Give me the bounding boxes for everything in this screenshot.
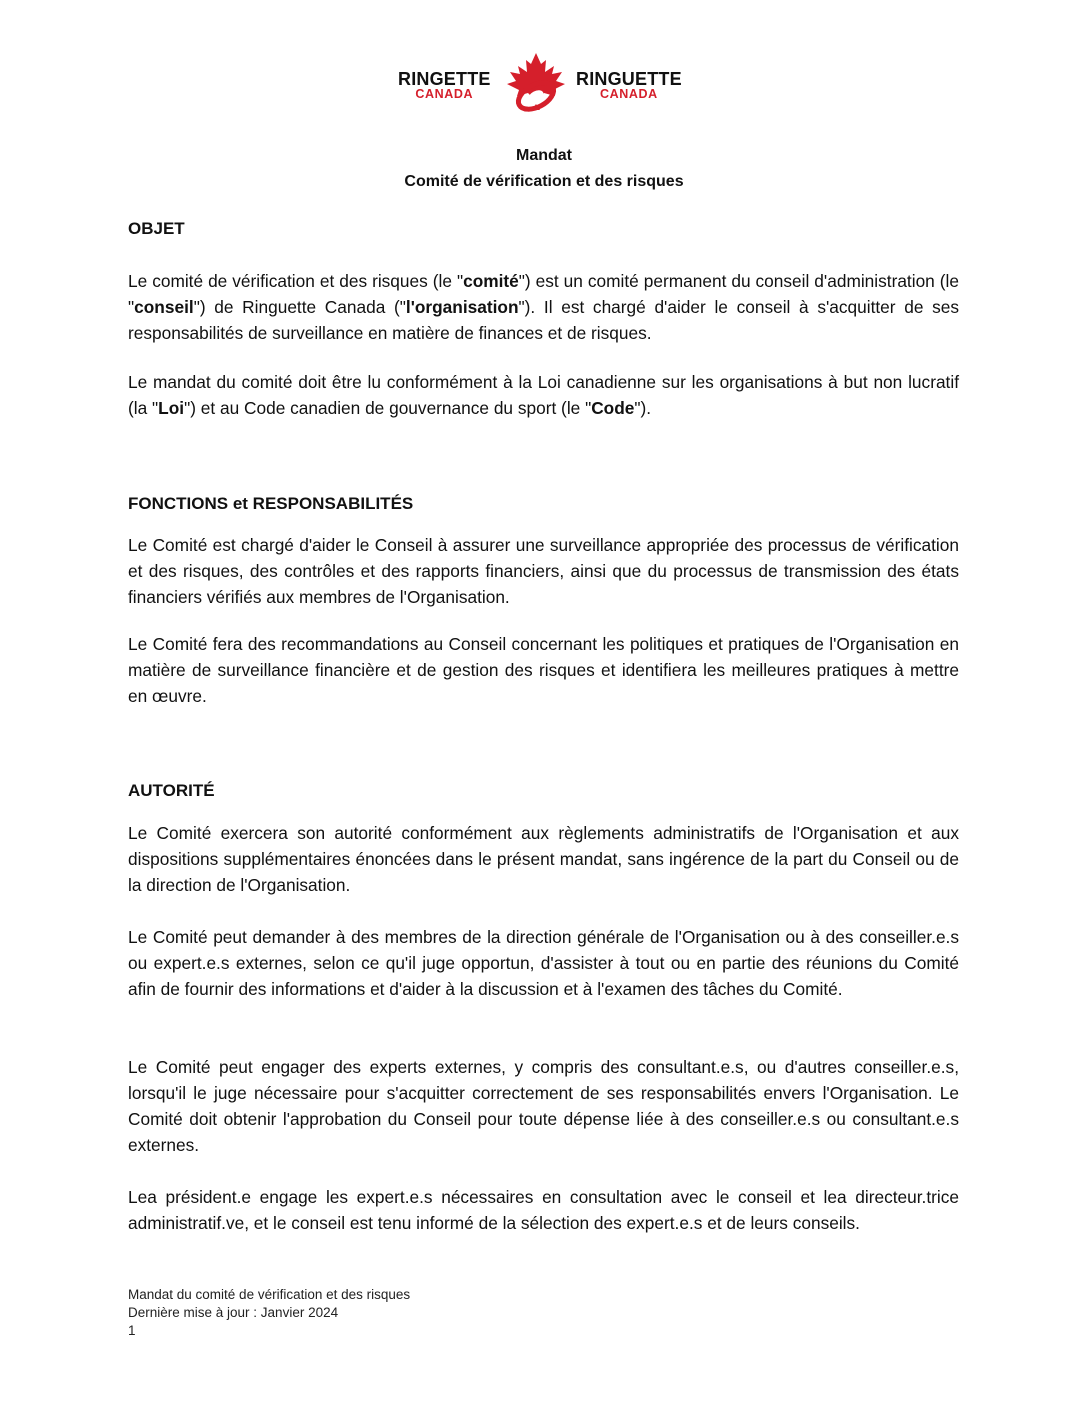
maple-leaf-ring-icon [502, 52, 570, 114]
heading-autorite: AUTORITÉ [128, 781, 215, 800]
heading-fonctions: FONCTIONS et RESPONSABILITÉS [128, 494, 414, 513]
logo-right-sub: CANADA [600, 87, 658, 101]
autorite-paragraph-2: Le Comité peut demander à des membres de la direction générale de l'Organisation ou à des conseiller.e.s ou expert.e.s externes, selon ce qu'il juge opportun, d'assister à tout ou en partie des réunions du Comité afin de fournir des informations et d'aider à la discussion et à l'examen des tâches du Comité. [128, 927, 959, 1000]
document-subtitle: Comité de vérification et des risques [404, 173, 684, 190]
logo-right-word: RINGUETTE [576, 69, 682, 89]
footer-document-name: Mandat du comité de vérification et des risques [128, 1287, 411, 1302]
logo-left-word: RINGETTE [398, 69, 491, 89]
fonctions-paragraph-2: Le Comité fera des recommandations au Conseil concernant les politiques et pratiques de l'Organisation en matière de surveillance financière et de gestion des risques et identifiera les meilleures pratiques à mettre en œuvre. [128, 634, 959, 707]
fonctions-paragraph-1: Le Comité est chargé d'aider le Conseil à assurer une surveillance appropriée des processus de vérification et des risques, des contrôles et des rapports financiers, ainsi que du processus de transmission des états financiers vérifiés aux membres de l'Organisation. [128, 535, 959, 608]
autorite-paragraph-4: Lea président.e engage les expert.e.s nécessaires en consultation avec le conseil et lea directeur.trice administratif.ve, et le conseil est tenu informé de la sélection des expert.e.s et de leurs conseils. [128, 1187, 959, 1234]
autorite-paragraph-1: Le Comité exercera son autorité conformément aux règlements administratifs de l'Organisation et aux dispositions supplémentaires énoncées dans le présent mandat, sans ingérence de la part du Conseil ou de la direction de l'Organisation. [128, 823, 959, 896]
logo-french-text [576, 70, 682, 101]
objet-paragraph-2: Le mandat du comité doit être lu conformément à la Loi canadienne sur les organisations à but non lucratif (la "Loi") et au Code canadien de gouvernance du sport (le "Code"). [128, 372, 959, 419]
ringette-canada-logo [380, 52, 710, 112]
logo-left-sub: CANADA [415, 87, 474, 101]
logo-english-text [398, 70, 491, 101]
objet-paragraph-1: Le comité de vérification et des risques (le "comité") est un comité permanent du conseil d'administration (le "conseil") de Ringuette Canada ("l'organisation"). Il est chargé d'aider le conseil à s'acquitter de ses responsabilités de surveillance en matière de finances et de risques. [128, 271, 960, 344]
autorite-paragraph-3: Le Comité peut engager des experts externes, y compris des consultant.e.s, ou d'autres conseiller.e.s, lorsqu'il le juge nécessaire pour s'acquitter correctement de ses responsabilités envers l'Organisation. Le Comité doit obtenir l'approbation du Conseil pour toute dépense liée à des conseiller.e.s ou consultant.e.s externes. [128, 1057, 959, 1156]
footer-page-number: 1 [128, 1323, 136, 1338]
heading-objet: OBJET [128, 219, 185, 238]
document-title: Mandat [516, 147, 572, 164]
footer-last-updated: Dernière mise à jour : Janvier 2024 [128, 1305, 339, 1320]
page-footer [128, 1286, 410, 1340]
